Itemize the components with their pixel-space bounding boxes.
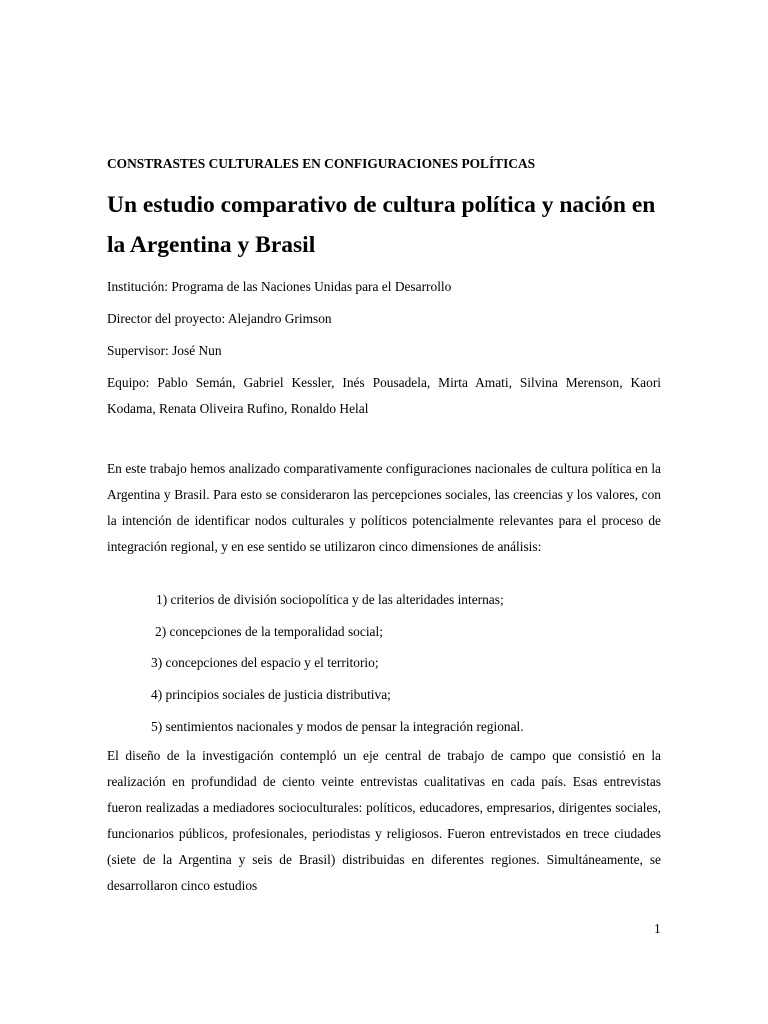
institution-line: Institución: Programa de las Naciones Unidas para el Desarrollo bbox=[107, 279, 452, 294]
dimension-item-3: 3) concepciones del espacio y el territorio; bbox=[151, 655, 379, 670]
team-line: Equipo: Pablo Semán, Gabriel Kessler, Inés Pousadela, Mirta Amati, Silvina Merenson, Kaori Kodama, Renata Oliveira Rufino, Ronaldo Helal bbox=[107, 375, 661, 416]
intro-paragraph: En este trabajo hemos analizado comparativamente configuraciones nacionales de cultura política en la Argentina y Brasil. Para esto se consideraron las percepciones sociales, las creencias y los valores, con la intención de identificar nodos culturales y políticos potencialmente relevantes para el proceso de integración regional, y en ese sentido se utilizaron cinco dimensiones de análisis: bbox=[107, 461, 661, 554]
dimension-item-2: 2) concepciones de la temporalidad social; bbox=[155, 624, 383, 639]
dimension-item-5: 5) sentimientos nacionales y modos de pensar la integración regional. bbox=[151, 719, 524, 734]
dimension-item-1: 1) criterios de división sociopolítica y de las alteridades internas; bbox=[156, 592, 504, 607]
document-kicker: CONSTRASTES CULTURALES EN CONFIGURACIONES POLÍTICAS bbox=[107, 156, 536, 171]
document-title: Un estudio comparativo de cultura política y nación en la Argentina y Brasil bbox=[107, 192, 656, 258]
dimension-item-4: 4) principios sociales de justicia distributiva; bbox=[151, 687, 391, 702]
director-line: Director del proyecto: Alejandro Grimson bbox=[107, 311, 332, 326]
supervisor-line: Supervisor: José Nun bbox=[107, 343, 222, 358]
design-paragraph: El diseño de la investigación contempló un eje central de trabajo de campo que consistió en la realización en profundidad de ciento veinte entrevistas cualitativas en cada país. Esas entrevistas fueron realizadas a mediadores socioculturales: políticos, educadores, empresarios, dirigentes sociales, funcionarios públicos, profesionales, periodistas y religiosos. Fueron entrevistados en trece ciudades (siete de la Argentina y seis de Brasil) distribuidas en diferentes regiones. Simultáneamente, se desarrollaron cinco estudios bbox=[107, 748, 661, 893]
page-number: 1 bbox=[654, 921, 661, 936]
